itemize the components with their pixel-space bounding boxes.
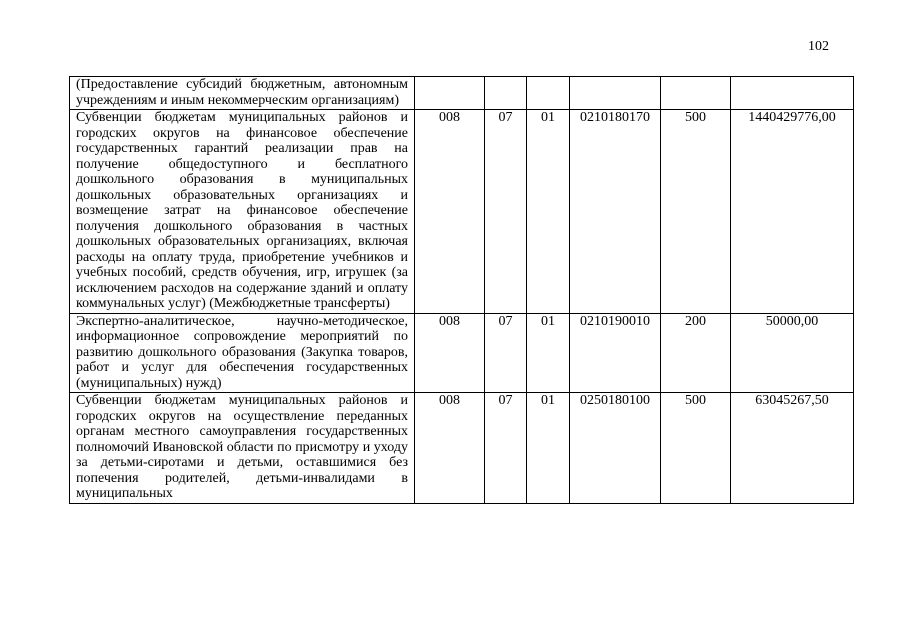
target-article-code: 0250180100 — [570, 393, 661, 504]
table-row — [70, 313, 854, 393]
target-article-code — [570, 77, 661, 110]
amount: 50000,00 — [731, 313, 854, 393]
amount — [731, 77, 854, 110]
expense-type-code: 500 — [661, 393, 731, 504]
table-row — [70, 77, 854, 110]
target-article-code: 0210190010 — [570, 313, 661, 393]
table-row — [70, 110, 854, 314]
ministry-code: 008 — [415, 393, 485, 504]
row-description: (Предоставление субсидий бюджетным, автономным учреждениям и иным некоммерческим организациям) — [70, 77, 415, 110]
ministry-code: 008 — [415, 313, 485, 393]
row-description: Экспертно-аналитическое, научно-методическое, информационное сопровождение мероприятий по развитию дошкольного образования (Закупка товаров, работ и услуг для обеспечения государственных (муниципальных) нужд) — [70, 313, 415, 393]
target-article-code: 0210180170 — [570, 110, 661, 314]
amount: 63045267,50 — [731, 393, 854, 504]
row-description: Субвенции бюджетам муниципальных районов и городских округов на финансовое обеспечение государственных гарантий реализации прав на получение общедоступного и бесплатного дошкольного образования в муниципальных дошкольных образовательных организациях и возмещение затрат на финансовое обеспечение получения дошкольного образования в частных дошкольных образовательных организациях, включая расходы на оплату труда, приобретение учебников и учебных пособий, средств обучения, игр, игрушек (за исключением расходов на содержание зданий и оплату коммунальных услуг) (Межбюджетные трансферты) — [70, 110, 415, 314]
page-number: 102 — [808, 39, 829, 54]
budget-table — [69, 76, 854, 504]
amount: 1440429776,00 — [731, 110, 854, 314]
section-code: 07 — [485, 313, 527, 393]
row-description: Субвенции бюджетам муниципальных районов и городских округов на осуществление переданных органам местного самоуправления государственных полномочий Ивановской области по присмотру и уходу за детьми-сиротами и детьми, оставшимися без попечения родителей, детьми-инвалидами в муниципальных — [70, 393, 415, 504]
expense-type-code: 500 — [661, 110, 731, 314]
section-code: 07 — [485, 393, 527, 504]
ministry-code: 008 — [415, 110, 485, 314]
table-row — [70, 393, 854, 504]
subsection-code: 01 — [527, 110, 570, 314]
ministry-code — [415, 77, 485, 110]
subsection-code: 01 — [527, 313, 570, 393]
section-code: 07 — [485, 110, 527, 314]
expense-type-code: 200 — [661, 313, 731, 393]
subsection-code — [527, 77, 570, 110]
subsection-code: 01 — [527, 393, 570, 504]
expense-type-code — [661, 77, 731, 110]
section-code — [485, 77, 527, 110]
